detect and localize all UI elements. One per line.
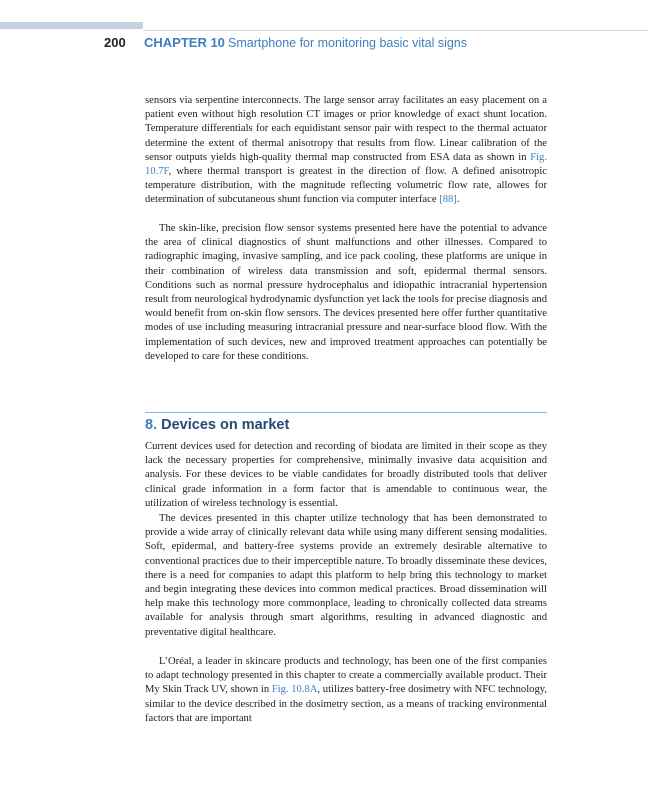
header-rule [143, 30, 648, 31]
body-paragraph-1 [145, 94, 547, 208]
paragraph-text: , utilizes battery-free dosimetry with NFC technology, similar to the device described in the dosimetry section, as a means of tracking environmental factors that are important [145, 684, 547, 724]
section-paragraph-2: The devices presented in this chapter utilize technology that has been demonstrated to provide a wide array of clinically relevant data while using many different sensing modalities. Soft, epidermal, and battery-free systems provide an extremely desirable alternative to conventional practices due to their imperceptible nature. To broadly disseminate these devices, there is a need for companies to adapt this platform to help bring this technology to market and begin integrating these devices into common medical practices. Broad dissemination will help make this technology more commonplace, leading to chronically collected data streams available for analysis through smart algorithms, resulting in advanced diagnostic and preventative digital healthcare. [145, 513, 547, 638]
chapter-label: CHAPTER 10 [144, 35, 225, 50]
section-heading [145, 417, 289, 433]
body-paragraph-2: The skin-like, precision flow sensor systems presented here have the potential to advance the area of clinical diagnostics of shunt malfunctions and other illnesses. Compared to radiographic imaging, invasive sampling, and ice pack cooling, these platforms are unique in their combination of wireless data transmission and soft, epidermal thermal sensors. Conditions such as normal pressure hydrocephalus and idiopathic intracranial hypertension result from neurological hydrodynamic dysfunction yet lack the tools for precise diagnosis and would benefit from on-skin flow sensors. The devices presented here offer further quantitative modes of use including measuring intracranial pressure and near-surface blood flow. With the implementation of such devices, new and improved treatment approaches can potentially be developed to care for these conditions. [145, 223, 547, 362]
citation-link-88[interactable]: [88] [439, 194, 457, 206]
section-divider [145, 412, 547, 413]
page-number: 200 [104, 35, 126, 50]
figure-link-10-8a[interactable]: Fig. 10.8A [271, 684, 318, 696]
paragraph-text: L’Oréal, a leader in skincare products and technology, has been one of the first companies to adapt technology presented in this chapter to create a commercially available product. Their My Skin Track UV, shown in [145, 656, 547, 696]
section-title: Devices on market [161, 417, 290, 433]
header-accent-bar [0, 22, 143, 29]
section-paragraph-1: Current devices used for detection and recording of biodata are limited in their scope as they lack the necessary properties for comprehensive, minimally invasive data acquisition and analysis. For these devices to be viable candidates for broadly distributed tools that deliver clinical grade information in a form factor that is amendable to continuous wear, the utilization of wireless technology is essential. [145, 441, 547, 509]
paragraph-text: , where thermal transport is greatest in the direction of flow. A defined anisotropic temperature distribution, with the magnitude reflecting volumetric flow rate, allowes for determination of subcutaneous shunt function via computer interface [145, 166, 547, 206]
chapter-title: Smartphone for monitoring basic vital signs [228, 36, 468, 50]
figure-link-10-7f[interactable]: Fig. 10.7F [145, 151, 547, 178]
paragraph-text: . [456, 194, 460, 206]
section-number: 8. [145, 417, 158, 433]
paragraph-text: sensors via serpentine interconnects. The large sensor array facilitates an easy placement on a patient even without high resolution CT images or prior knowledge of exact shunt location. Temperature differentials for each equidistant sensor pair with respect to the thermal actuator determine the extent of thermal anisotropy that results from flow. Linear calibration of the sensor outputs yields high-quality thermal map constructed from ESA data as shown in [145, 95, 547, 163]
section-paragraph-3 [145, 655, 547, 726]
